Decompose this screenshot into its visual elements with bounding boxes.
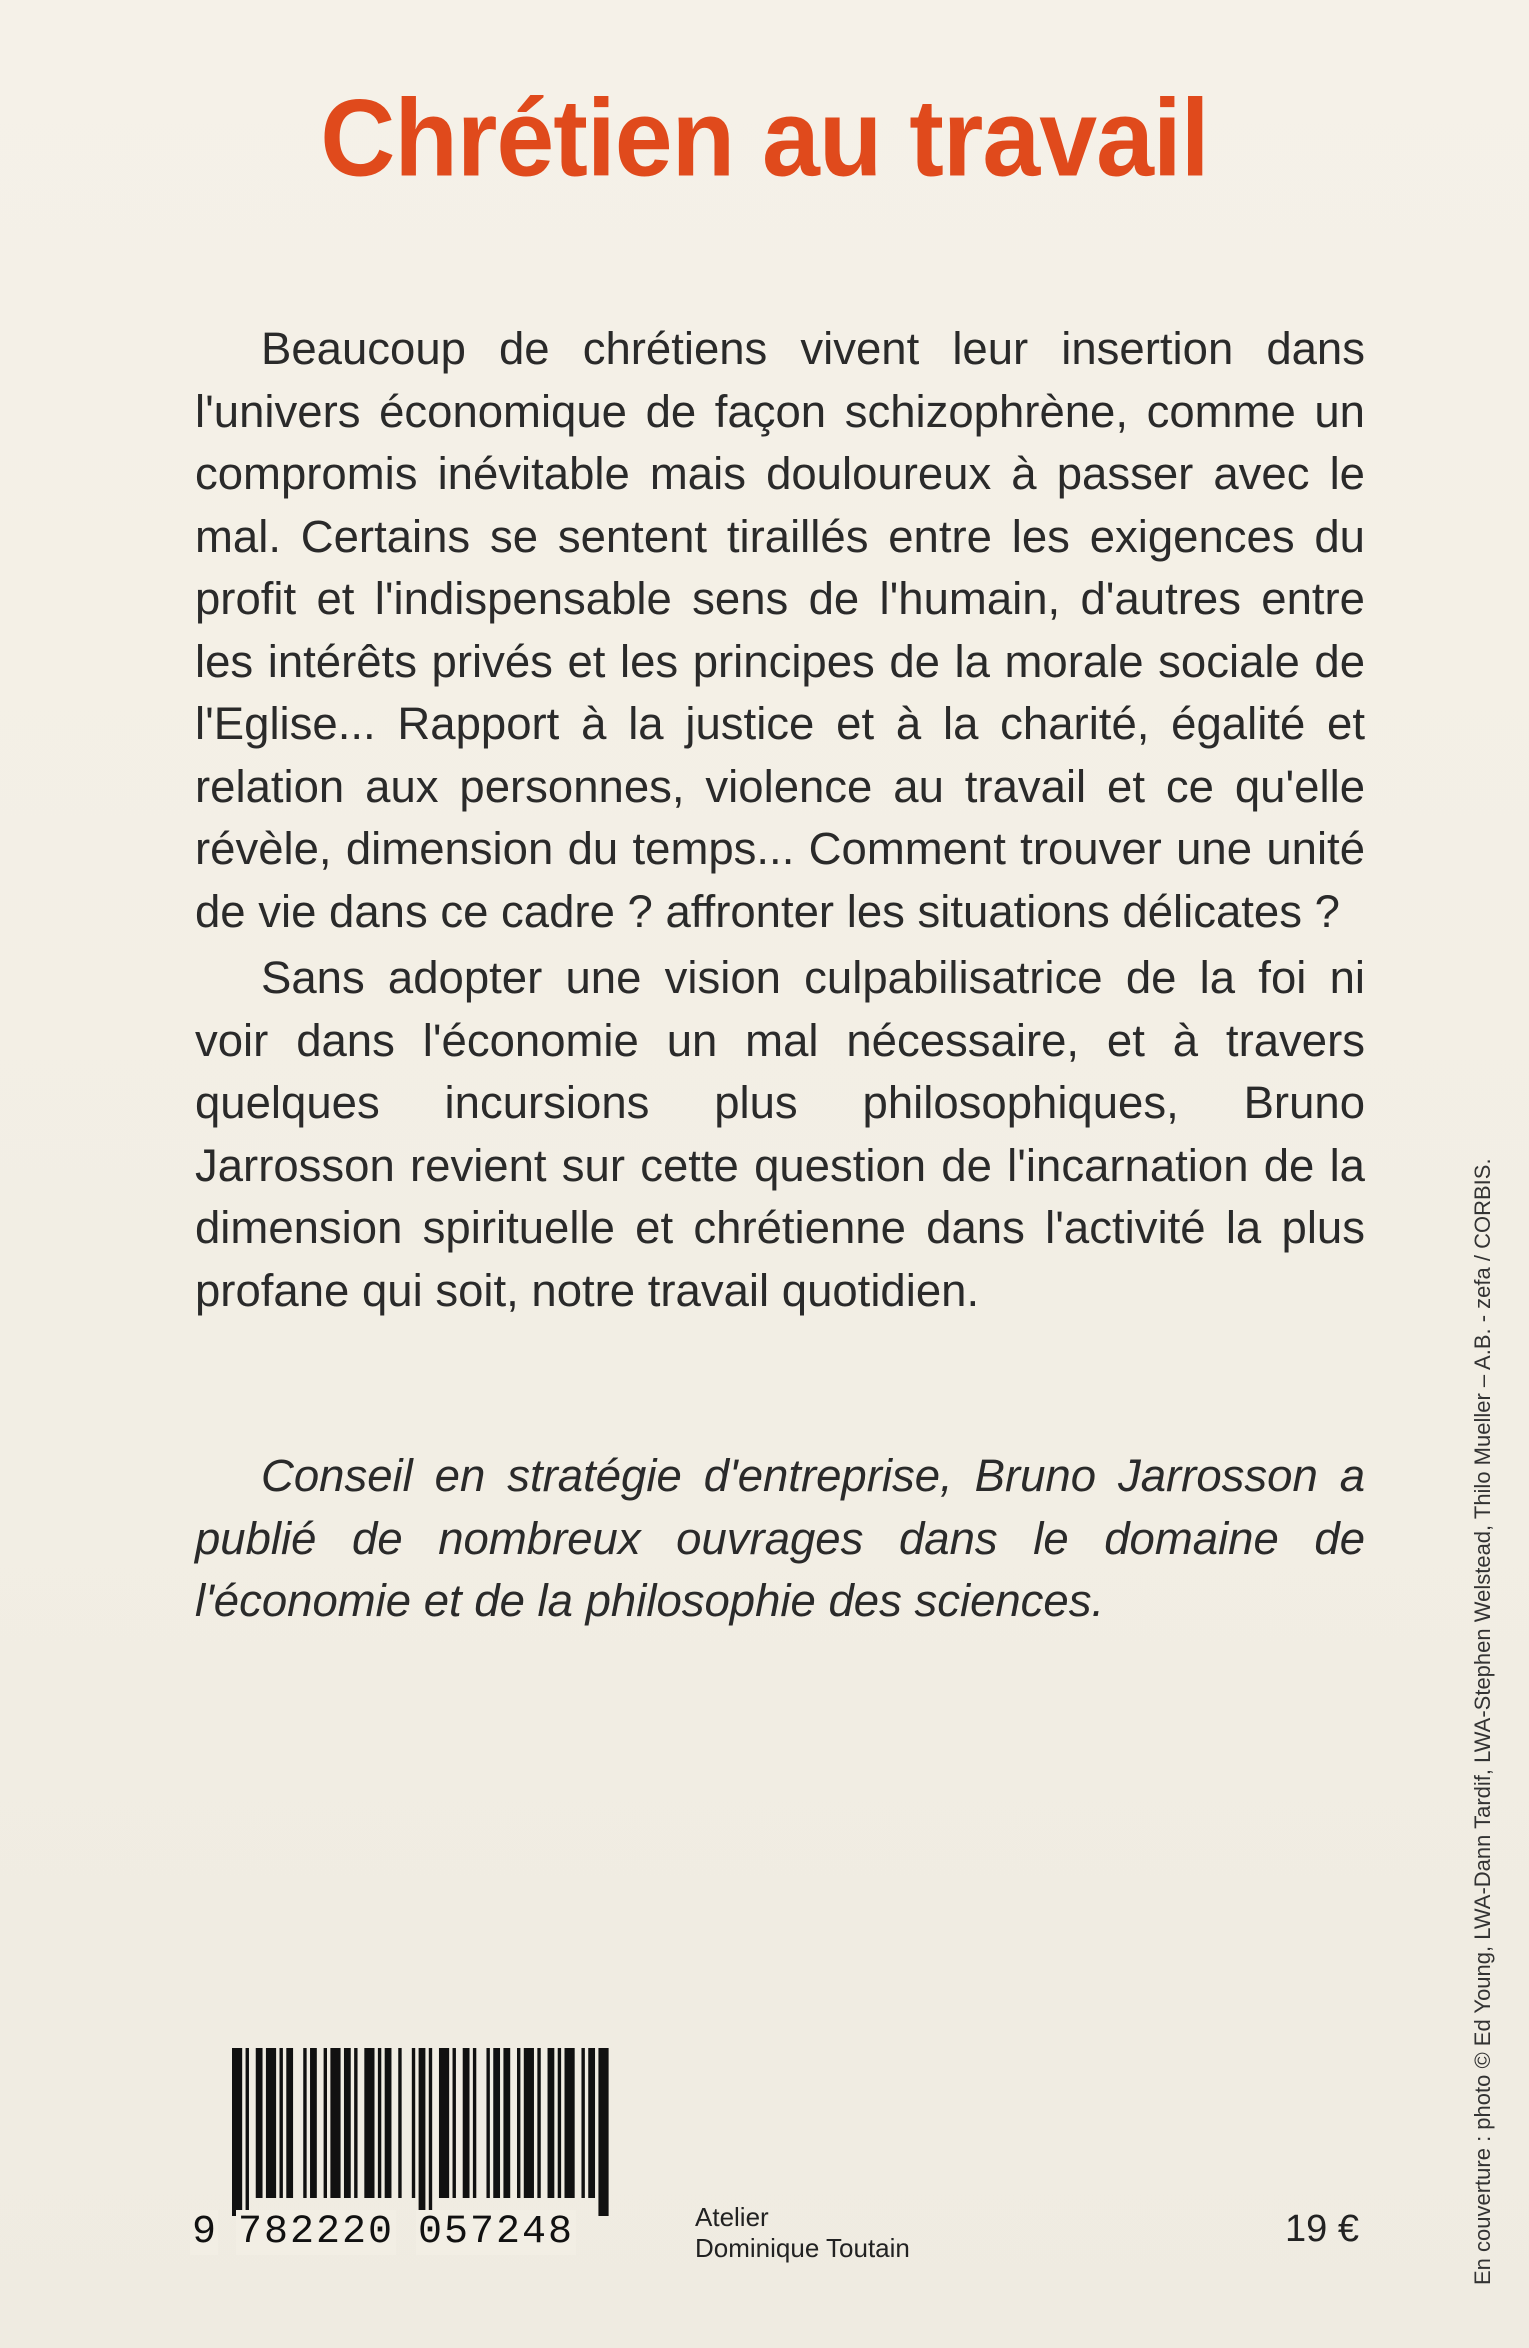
barcode-bar (303, 2048, 306, 2198)
barcode-bar (354, 2048, 357, 2198)
barcode-bar (558, 2048, 561, 2198)
barcode-bar (463, 2048, 470, 2198)
barcode-bar (493, 2048, 500, 2198)
barcode-bar (429, 2048, 432, 2216)
blurb-paragraph-2: Sans adopter une vision culpabilisatrice de la foi ni voir dans l'économie un mal nécessaire, et à travers quelques incursions plus philosophiques, Bruno Jarrosson revient sur cette question de l'incarnation de la dimension spirituelle et chrétienne dans l'activité la plus profane qui soit, notre travail quotidien. (195, 952, 1365, 1316)
barcode-bars (232, 2048, 612, 2216)
publisher-line-1: Atelier (695, 2202, 769, 2232)
barcode-bar (537, 2048, 540, 2198)
barcode-right-group: 057248 (418, 2210, 575, 2255)
barcode-bar (280, 2048, 283, 2198)
barcode-bar (310, 2048, 317, 2198)
barcode-bar (486, 2048, 489, 2198)
price: 19 € (1285, 2208, 1359, 2250)
barcode-bar (324, 2048, 327, 2198)
barcode-bar (517, 2048, 520, 2198)
barcode-bar (256, 2048, 263, 2198)
book-title: Chrétien au travail (320, 78, 1209, 200)
barcode-bar (364, 2048, 374, 2198)
barcode-bar (453, 2048, 456, 2198)
blurb (195, 318, 1365, 1322)
barcode-bar (246, 2048, 249, 2216)
author-bio: Conseil en stratégie d'entreprise, Bruno Jarrosson a publié de nombreux ouvrages dans le domaine de l'économie et de la philosophie des sciences. (195, 1450, 1365, 1626)
cover-photo-credit: En couverture : photo © Ed Young, LWA-Dann Tardif, LWA-Stephen Welstead, Thilo Mueller – A.B. - zefa / CORBIS. (1470, 1158, 1495, 2285)
barcode-bar (419, 2048, 426, 2216)
barcode-bar (412, 2048, 415, 2198)
publisher (695, 2202, 910, 2264)
barcode-bar (503, 2048, 510, 2198)
barcode-bar (588, 2048, 595, 2198)
barcode-bar (266, 2048, 276, 2198)
barcode-bar (330, 2048, 340, 2198)
barcode-bar (565, 2048, 575, 2198)
barcode-bar (232, 2048, 242, 2216)
barcode-bar (378, 2048, 381, 2198)
barcode-bar (344, 2048, 351, 2198)
barcode-bar (286, 2048, 293, 2198)
barcode-left-group: 782220 (238, 2210, 395, 2255)
barcode-bar (398, 2048, 401, 2198)
barcode-bar (473, 2048, 476, 2198)
isbn-barcode (178, 2048, 618, 2255)
barcode-bar (598, 2048, 608, 2216)
barcode-bar (385, 2048, 392, 2198)
barcode-bar (524, 2048, 534, 2198)
barcode-bar (439, 2048, 449, 2198)
barcode-bar (581, 2048, 584, 2198)
publisher-line-2: Dominique Toutain (695, 2233, 910, 2263)
barcode-bar (548, 2048, 555, 2198)
barcode-first-digit: 9 (192, 2210, 217, 2255)
blurb-paragraph-1: Beaucoup de chrétiens vivent leur insertion dans l'univers économique de façon schizophrène, comme un compromis inévitable mais douloureux à passer avec le mal. Certains se sentent tiraillés entre les exigences du profit et l'indispensable sens de l'humain, d'autres entre les intérêts privés et les principes de la morale sociale de l'Eglise... Rapport à la justice et à la charité, égalité et relation aux personnes, violence au travail et ce qu'elle révèle, dimension du temps... Comment trouver une unité de vie dans ce cadre ? affronter les situations délicates ? (195, 323, 1365, 937)
